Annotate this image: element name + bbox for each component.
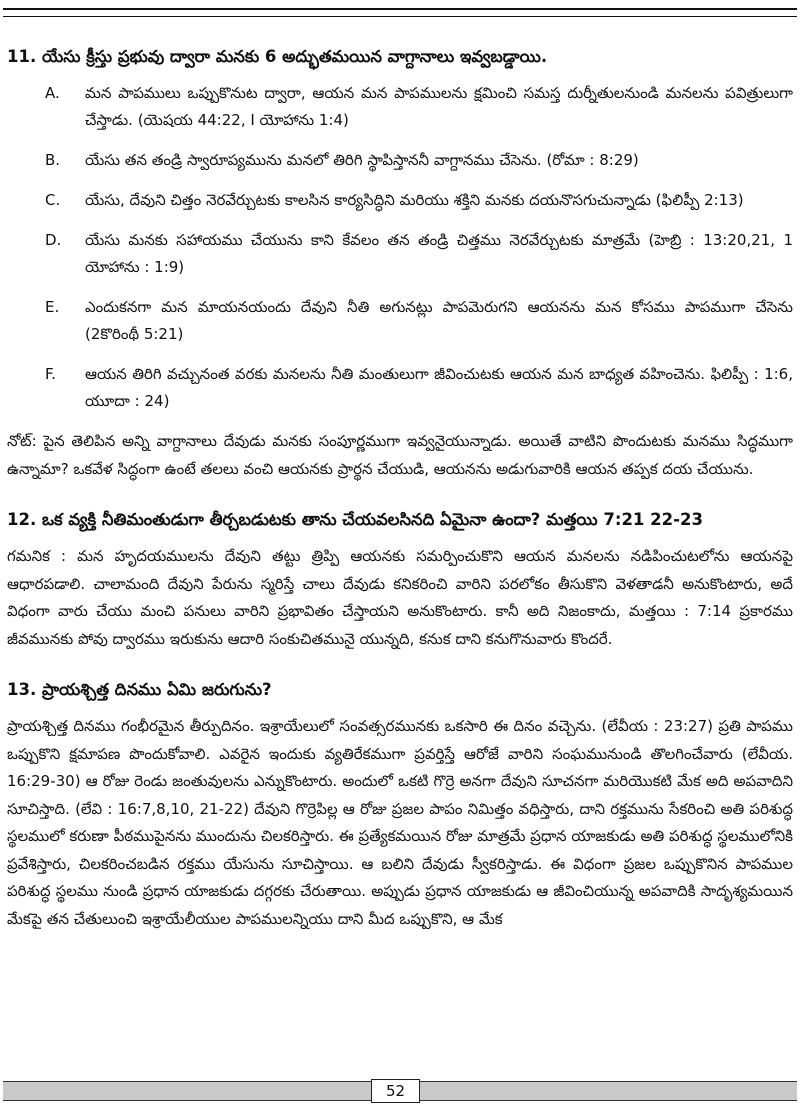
question-13-body: ప్రాయశ్చిత్త దినము గంభీరమైన తీర్పుదినం. ఇశ్రాయేలులో సంవత్సరమునకు ఒకసారి ఈ దినం వచ్చెను. (లేవీయ : 23:27) ప్రతి పాపము ఒప్పుకొని క్షమాపణ పొందుకోవాలి. ఎవరైన ఇందుకు వ్యతిరేకముగా ప్రవర్తిస్తే ఆరోజే వారిని సంఘమునుండి తొలగించేవారు (లేవీయ. 16:29-30) ఆ రోజు రెండు జంతువులను ఎన్నుకొంటారు. అందులో ఒకటి గొర్రె అనగా దేవుని సూచనగా మరియొకటి మేక అది అపవాదిని సూచిస్తాది. (లేవి : 16:7,8,10, 21-22) దేవుని గొర్రెపిల్ల ఆ రోజు ప్రజల పాపం నిమిత్తం వధిస్తారు, దాని రక్తమును సేకరించి అతి పరిశుద్ధ స్థలములో కరుణా పీఠముపైనను ముందును చిలకరిస్తారు. ఈ ప్రత్యేకమయిన రోజు మాత్రమే ప్రధాన యాజకుడు అతి పరిశుద్ధ స్థలములోనికి ప్రవేశిస్తారు, చిలకరించబడిన రక్తము యేసును సూచిస్తాయి. ఆ బలిని దేవుడు స్వీకరిస్తాడు. ఈ విధంగా ప్రజల ఒప్పుకొనిన పాపముల పరిశుద్ధ స్థలము నుండి ప్రధాన యాజకుడు దగ్గరకు చేరుతాయి. అప్పుడు ప్రధాన యాజకుడు ఆ జీవించియున్న అపవాదికి సాదృశ్యమయిన మేకపై తన చేతులుంచి ఇశ్రాయేలీయుల పాపములన్నియు దాని మీద ఒప్పుకొని, ఆ మేక	[7, 717, 793, 928]
item-letter: F.	[45, 365, 56, 383]
list-item	[7, 361, 793, 415]
question-12-body: గమనిక : మన హృదయములను దేవుని తట్టు త్రిప్పి ఆయనకు సమర్పించుకొని ఆయన మనలను నడిపించుటలోను ఆయనపై ఆధారపడాలి. చాలామంది దేవుని పేరును స్మరిస్తే చాలు దేవుడు కనికరించి వారిని పరలోకం తీసుకొని వెళతాడనీ అనుకొంటారు, అదే విధంగా వారు చేయు మంచి పనులు వారిని ప్రభావితం చేస్తాయని అనుకొంటారు. కానీ అది నిజంకాదు, మత్తయి : 7:14 ప్రకారము జీవమునకు పోవు ద్వారము ఇరుకును ఆదారి సంకుచితమునై యున్నది, కనుక దాని కనుగొనువారు కొందరే.	[7, 547, 793, 648]
item-letter: B.	[45, 151, 61, 169]
question-13-heading: 13. ప్రాయశ్చిత్త దినము ఏమి జరుగును?	[7, 680, 272, 699]
item-letter: A.	[45, 84, 60, 102]
item-text: మన పాపములు ఒప్పుకొనుట ద్వారా, ఆయన మన పాపములను క్షమించి సమస్త దుర్నీతులనుండి మనలను పవిత్రులుగా చేస్తాడు. (యెషయ 44:22, I యోహాను 1:4)	[85, 84, 793, 129]
page-number: 52	[371, 1079, 420, 1103]
item-text: ఎందుకనగా మన మాయనయందు దేవుని నీతి అగునట్లు పాపమెరుగని ఆయనను మన కోసము పాపముగా చేసెను (2కొరింథీ 5:21)	[85, 298, 793, 343]
list-item	[7, 80, 793, 134]
list-item	[7, 187, 793, 214]
page-content	[7, 44, 793, 933]
list-item	[7, 294, 793, 348]
promise-list	[7, 80, 793, 415]
item-text: యేసు, దేవుని చిత్తం నెరవేర్చుటకు కాలసిన కార్యసిద్ధిని మరియు శక్తిని మనకు దయనొసగుచున్నాడు (ఫిలిప్పీ 2:13)	[85, 191, 744, 209]
question-12-heading: 12. ఒక వ్యక్తి నీతిమంతుడుగా తీర్చబడుటకు తాను చేయవలసినది ఏమైనా ఉందా? మత్తయి 7:21 22-23	[7, 510, 703, 529]
item-text: ఆయన తిరిగి వచ్చునంత వరకు మనలను నీతి మంతులుగా జీవించుటకు ఆయన మన బాధ్యత వహించెను. ఫిలిప్పీ : 1:6, యూదా : 24)	[85, 365, 793, 410]
item-letter: C.	[45, 191, 61, 209]
question-11-heading: 11. యేసు క్రీస్తు ప్రభువు ద్వారా మనకు 6 అద్భుతమయిన వాగ్దానాలు ఇవ్వబడ్డాయి.	[7, 47, 548, 66]
item-text: యేసు మనకు సహాయము చేయును కాని కేవలం తన తండ్రి చిత్తము నెరవేర్చుటకు మాత్రమే (హెబ్రి : 13:20,21, 1 యోహాను : 1:9)	[85, 231, 793, 276]
list-item	[7, 147, 793, 174]
item-text: యేసు తన తండ్రి స్వారూప్యమును మనలో తిరిగి స్థాపిస్తాననీ వాగ్దానము చేసెను. (రోమా : 8:29)	[85, 151, 639, 169]
list-item	[7, 227, 793, 281]
item-letter: E.	[45, 298, 60, 316]
item-letter: D.	[45, 231, 62, 249]
top-border-rule	[3, 8, 797, 17]
note-paragraph: నోట్: పైన తెలిపిన అన్ని వాగ్దానాలు దేవుడు మనకు సంపూర్ణముగా ఇవ్వనైయున్నాడు. అయితే వాటిని పొందుటకు మనము సిద్ధముగా ఉన్నామా? ఒకవేళ సిద్ధంగా ఉంటే తలలు వంచి ఆయనకు ప్రార్థన చేయుడి, ఆయనను అడుగువారికి ఆయన తప్పక దయ చేయును.	[7, 432, 793, 478]
